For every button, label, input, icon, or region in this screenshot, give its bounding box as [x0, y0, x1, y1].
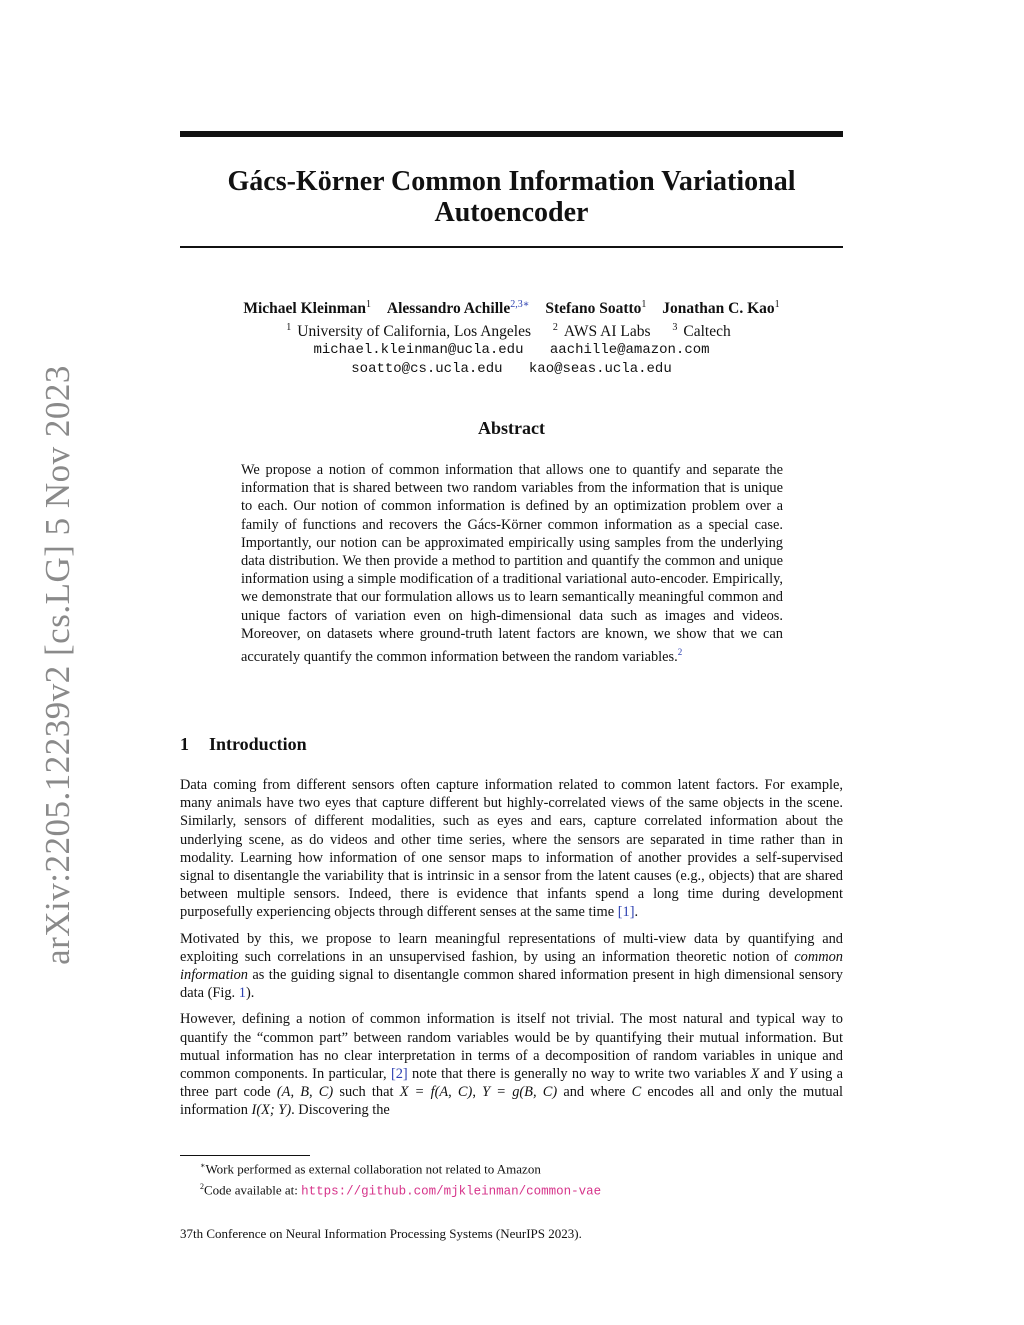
- citation-link[interactable]: [1]: [617, 904, 635, 921]
- affiliations: [180, 318, 843, 341]
- title-line-1: Gács-Körner Common Information Variational: [227, 166, 796, 197]
- email-kao: kao@seas.ucla.edu: [528, 361, 672, 378]
- title-top-rule: [180, 131, 843, 137]
- abstract-heading: Abstract: [478, 418, 545, 438]
- footnotes: [200, 1157, 840, 1201]
- abstract-footnote-link[interactable]: 2: [677, 647, 683, 658]
- section-number: 1: [180, 734, 189, 754]
- abstract-body: We propose a notion of common information that allows one to quantify and separate the information that is shared between two random variables from the information that is unique to each. Our notion of common information is defined by an optimization problem over a family of functions and recovers the Gács-Körner common information as a special case. Importantly, our notion can be approximated empirically using samples from the underlying data distribution. We then provide a method to partition and quantify the common and unique information using a simple modification of a traditional variational auto-encoder. Empirically, we demonstrate that our formulation allows us to learn semantically meaningful common and unique factors of variation even on high-dimensional data such as images and videos. Moreover, on datasets where ground-truth latent factors are known, we show that we can accurately quantify the common information between the random variables.$^2$: [241, 462, 783, 665]
- affiliation-caltech: $^3$ Caltech: [672, 322, 731, 341]
- email-soatto: soatto@cs.ucla.edu: [351, 361, 503, 378]
- email-kleinman: michael.kleinman@ucla.edu: [313, 342, 524, 359]
- title-bottom-rule: [180, 246, 843, 248]
- email-achille: aachille@amazon.com: [549, 342, 710, 359]
- section-heading-introduction: [180, 734, 307, 755]
- paper-title: [180, 166, 843, 228]
- author-names: [180, 295, 843, 318]
- author-achille: Alessandro Achille$^{2,3∗}$: [386, 299, 530, 318]
- paragraph-3: However, defining a notion of common information is itself not trivial. The most natural and typical way to quantify the “common part” between random variables would be by quantifying their mutual information. But mutual information has no clear interpretation in terms of a decomposition of random variables in unique and common components. In particular, [2] note that there is generally no way to write two variables X and Y using a three part code (A, B, C) such that X = f(A, C), Y = g(B, C) and where C encodes all and only the mutual information I(X; Y). Discovering the: [180, 1011, 843, 1119]
- arxiv-stamp: arXiv:2205.12239v2 [cs.LG] 5 Nov 2023: [38, 365, 77, 965]
- paragraph-2: Motivated by this, we propose to learn meaningful representations of multi-view data by quantifying and exploiting such correlations in an unsupervised fashion, by using an information theoretic notion of common information as the guiding signal to disentangle common shared information present in high dimensional sensory data (Fig. 1).: [180, 930, 843, 1002]
- code-url-link[interactable]: https://github.com/mjkleinman/common-vae: [301, 1184, 602, 1199]
- introduction-body: [180, 776, 843, 1128]
- footnote-rule: [180, 1155, 310, 1156]
- author-block: [180, 295, 843, 379]
- citation-link[interactable]: [2]: [390, 1066, 408, 1083]
- figure-link[interactable]: 1: [238, 985, 246, 1002]
- title-line-2: Autoencoder: [434, 197, 589, 228]
- author-soatto: Stefano Soatto$^1$: [545, 299, 647, 318]
- paragraph-1: Data coming from different sensors often capture information related to common latent factors. For example, many animals have two eyes that capture different but highly-correlated views of the same objects in the scene. Similarly, sensors of different modalities, such as eyes and ears, capture correlated information about the underlying scene, as do videos and other time series, where the sensors are separated in time rather than in modality. Learning how information of one sensor maps to information of another provides a self-supervised signal to disentangle the variability that is intrinsic in a sensor from the latent causes (e.g., objects) that are shared between multiple sensors. Indeed, there is evidence that infants spend a long time during development purposefully experiencing objects through different senses at the same time [1].: [180, 777, 843, 921]
- conference-note: 37th Conference on Neural Information Processing Systems (NeurIPS 2023).: [180, 1226, 582, 1241]
- emails-line-2: [180, 360, 843, 379]
- author-kao: Jonathan C. Kao$^1$: [662, 299, 780, 318]
- footnote-1: ∗Work performed as external collaboration not related to Amazon: [200, 1161, 541, 1177]
- affiliation-ucla: $^1$ University of California, Los Angeles: [286, 322, 532, 341]
- emails-line-1: [180, 341, 843, 360]
- footnote-2: $^2$Code available at: https://github.com/mjkleinman/common-vae: [200, 1181, 602, 1199]
- author-kleinman: Michael Kleinman$^1$: [243, 299, 372, 318]
- section-title: Introduction: [209, 734, 307, 754]
- affiliation-aws: $^2$ AWS AI Labs: [552, 322, 651, 341]
